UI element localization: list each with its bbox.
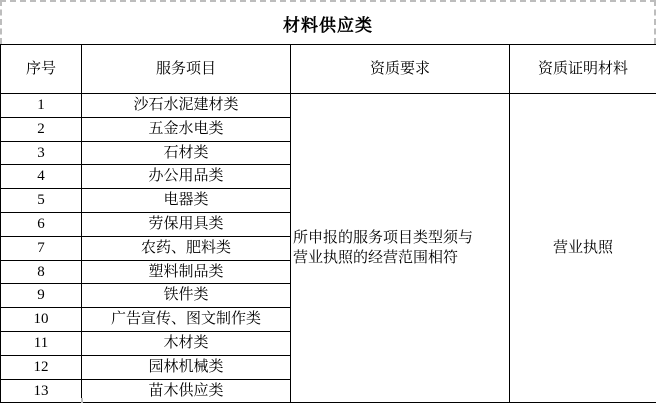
row-no: 10 [1, 308, 82, 332]
row-item: 苗木供应类 [82, 379, 291, 403]
qualification-requirement-line2: 营业执照的经营范围相符 [293, 250, 459, 267]
header-qualification-proof: 资质证明材料 [510, 45, 656, 94]
row-no: 8 [1, 260, 82, 284]
row-item: 五金水电类 [82, 117, 291, 141]
row-item: 园林机械类 [82, 355, 291, 379]
row-no: 1 [1, 94, 82, 118]
row-no: 12 [1, 355, 82, 379]
row-no: 13 [1, 379, 82, 403]
header-service-item: 服务项目 [82, 45, 291, 94]
row-item: 电器类 [82, 189, 291, 213]
row-item: 木材类 [82, 331, 291, 355]
qualification-requirement-text [291, 228, 509, 268]
row-item: 农药、肥料类 [82, 236, 291, 260]
row-no: 9 [1, 284, 82, 308]
qualification-requirement-cell [291, 94, 510, 403]
row-item: 铁件类 [82, 284, 291, 308]
row-no: 3 [1, 141, 82, 165]
row-no: 2 [1, 117, 82, 141]
row-item: 石材类 [82, 141, 291, 165]
table-title: 材料供应类 [283, 15, 373, 35]
row-item: 沙石水泥建材类 [82, 94, 291, 118]
row-no: 7 [1, 236, 82, 260]
row-no: 11 [1, 331, 82, 355]
page-break-mark [81, 398, 83, 403]
qualification-requirement-line1: 所申报的服务项目类型须与 [293, 230, 474, 247]
table-title-band [0, 0, 656, 44]
row-item: 办公用品类 [82, 165, 291, 189]
table-header-row [1, 45, 656, 94]
supply-category-table [0, 44, 656, 403]
header-no: 序号 [1, 45, 82, 94]
header-qualification-requirement: 资质要求 [291, 45, 510, 94]
row-item: 塑料制品类 [82, 260, 291, 284]
row-no: 5 [1, 189, 82, 213]
table-row [1, 94, 656, 118]
row-no: 4 [1, 165, 82, 189]
row-item: 广告宣传、图文制作类 [82, 308, 291, 332]
qualification-proof-cell: 营业执照 [510, 94, 656, 403]
row-no: 6 [1, 212, 82, 236]
row-item: 劳保用具类 [82, 212, 291, 236]
